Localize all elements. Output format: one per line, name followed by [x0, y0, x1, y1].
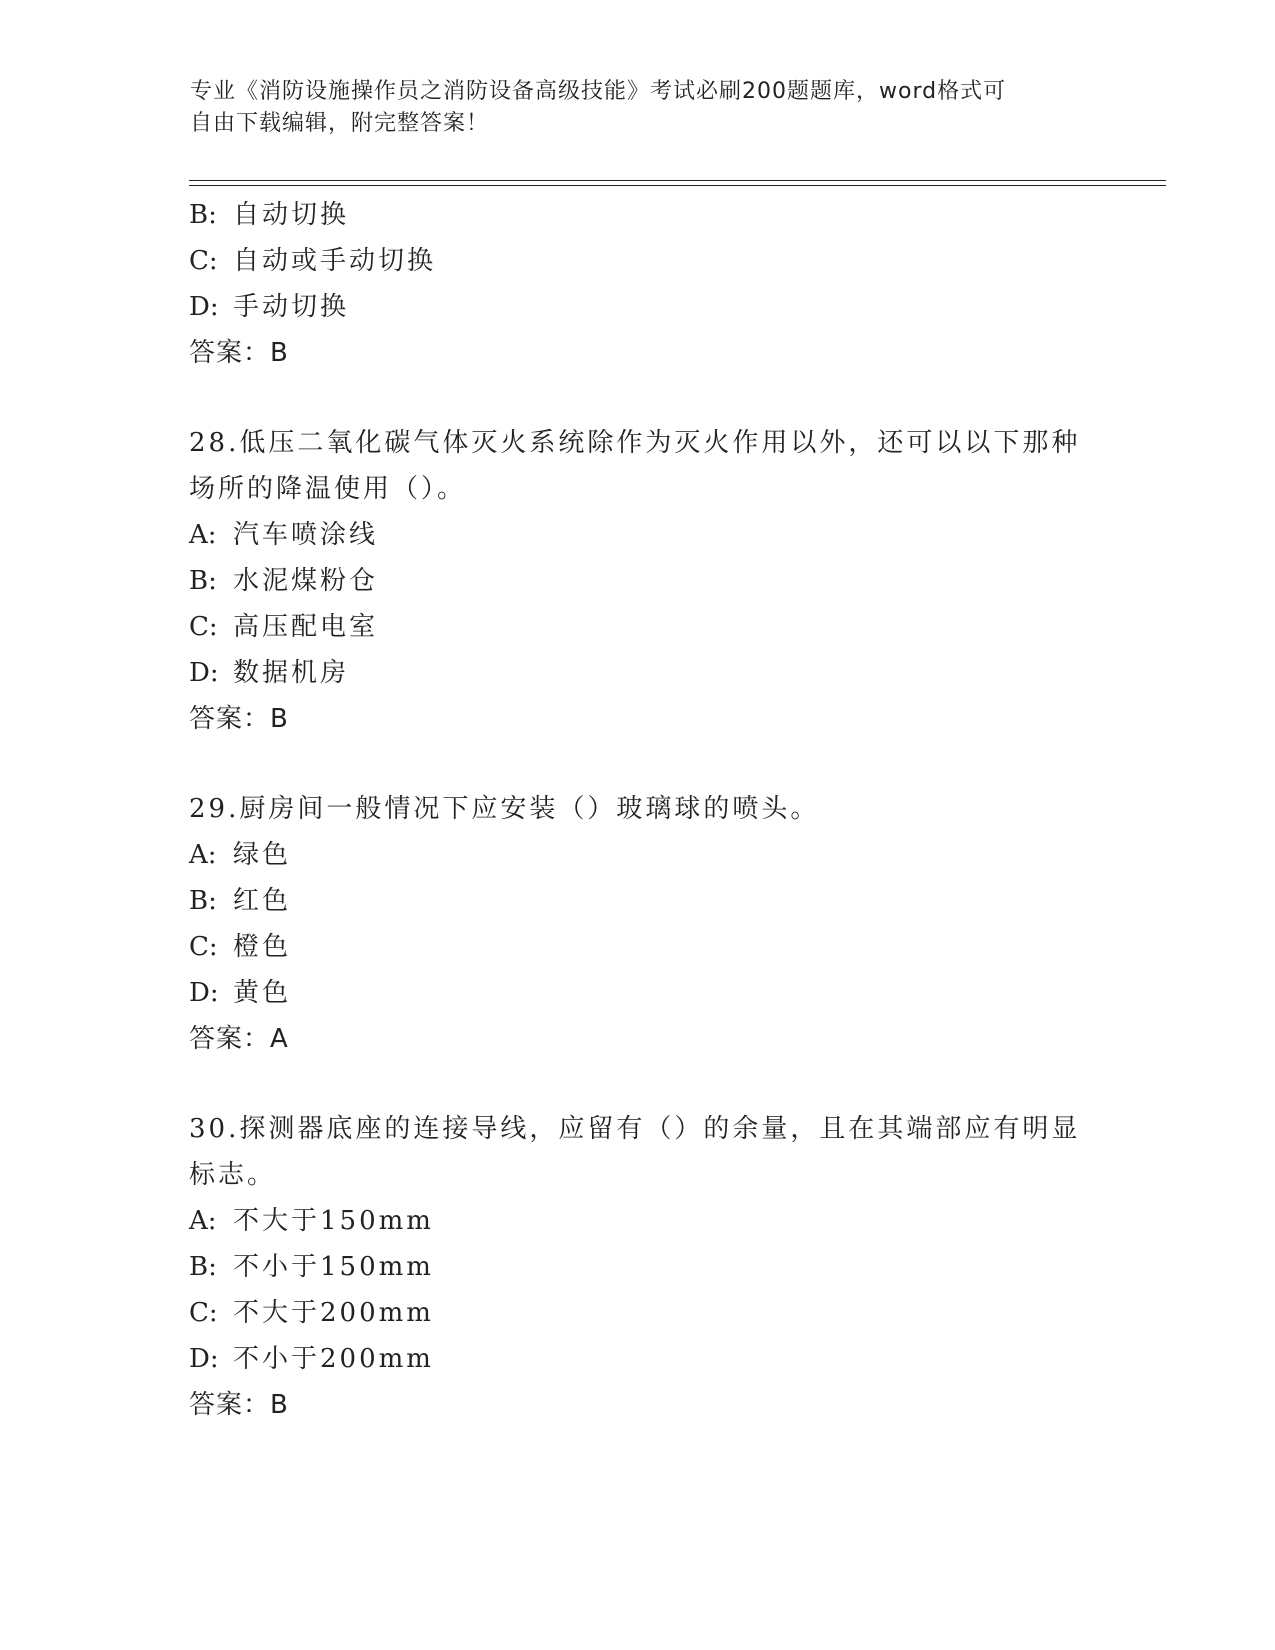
question-29: [189, 786, 1089, 1062]
option-d: [189, 650, 1089, 696]
option-text: 水泥煤粉仓: [233, 566, 379, 596]
header-divider-bottom: [189, 185, 1166, 186]
option-key: B:: [189, 566, 217, 596]
option-key: B:: [189, 886, 217, 916]
option-d: [189, 1336, 1089, 1382]
question-text-line-2: 标志。: [189, 1160, 277, 1190]
option-a: [189, 512, 1089, 558]
option-text: 不小于150mm: [233, 1252, 434, 1282]
header-line-1: 专业《消防设施操作员之消防设备高级技能》考试必刷200题题库，word格式可: [190, 79, 1007, 104]
option-a: [189, 1198, 1089, 1244]
option-text: 不小于200mm: [233, 1344, 434, 1374]
question-list: [189, 192, 1089, 1428]
option-key: B:: [189, 1252, 217, 1282]
header-line-2: 自由下载编辑，附完整答案！: [190, 111, 490, 136]
option-b: [189, 878, 1089, 924]
option-a: [189, 832, 1089, 878]
option-key: A:: [189, 520, 217, 550]
option-text: 自动切换: [233, 200, 350, 230]
option-text: 手动切换: [233, 292, 350, 322]
option-c: [189, 238, 1089, 284]
option-text: 不大于150mm: [233, 1206, 434, 1236]
option-key: D:: [189, 658, 219, 688]
answer-line: 答案：A: [189, 1024, 289, 1054]
option-c: [189, 604, 1089, 650]
option-text: 汽车喷涂线: [233, 520, 379, 550]
option-key: A:: [189, 840, 217, 870]
answer-line: 答案：B: [189, 1390, 289, 1420]
option-b: [189, 192, 1089, 238]
question-text-line-1: 29.厨房间一般情况下应安装（）玻璃球的喷头。: [189, 794, 820, 824]
option-text: 绿色: [233, 840, 292, 870]
option-key: D:: [189, 978, 219, 1008]
option-text: 黄色: [233, 978, 292, 1008]
option-key: D:: [189, 1344, 219, 1374]
option-key: C:: [189, 932, 218, 962]
option-text: 自动或手动切换: [233, 246, 437, 276]
document-header: [190, 76, 1080, 140]
option-d: [189, 970, 1089, 1016]
option-d: [189, 284, 1089, 330]
option-b: [189, 1244, 1089, 1290]
question-30: [189, 1106, 1089, 1428]
option-text: 红色: [233, 886, 292, 916]
option-key: B:: [189, 200, 217, 230]
option-c: [189, 1290, 1089, 1336]
option-text: 高压配电室: [233, 612, 379, 642]
question-27-tail: [189, 192, 1089, 376]
answer-line: 答案：B: [189, 338, 289, 368]
option-key: A:: [189, 1206, 217, 1236]
option-key: C:: [189, 612, 218, 642]
option-text: 数据机房: [233, 658, 350, 688]
question-text-line-2: 场所的降温使用（）。: [189, 474, 467, 504]
option-text: 不大于200mm: [233, 1298, 434, 1328]
option-key: D:: [189, 292, 219, 322]
question-text-line-1: 30.探测器底座的连接导线，应留有（）的余量，且在其端部应有明显: [189, 1114, 1081, 1144]
answer-line: 答案：B: [189, 704, 289, 734]
option-b: [189, 558, 1089, 604]
option-key: C:: [189, 246, 218, 276]
question-text-line-1: 28.低压二氧化碳气体灭火系统除作为灭火作用以外，还可以以下那种: [189, 428, 1081, 458]
option-text: 橙色: [233, 932, 292, 962]
question-28: [189, 420, 1089, 742]
option-c: [189, 924, 1089, 970]
option-key: C:: [189, 1298, 218, 1328]
header-divider-top: [189, 180, 1166, 181]
